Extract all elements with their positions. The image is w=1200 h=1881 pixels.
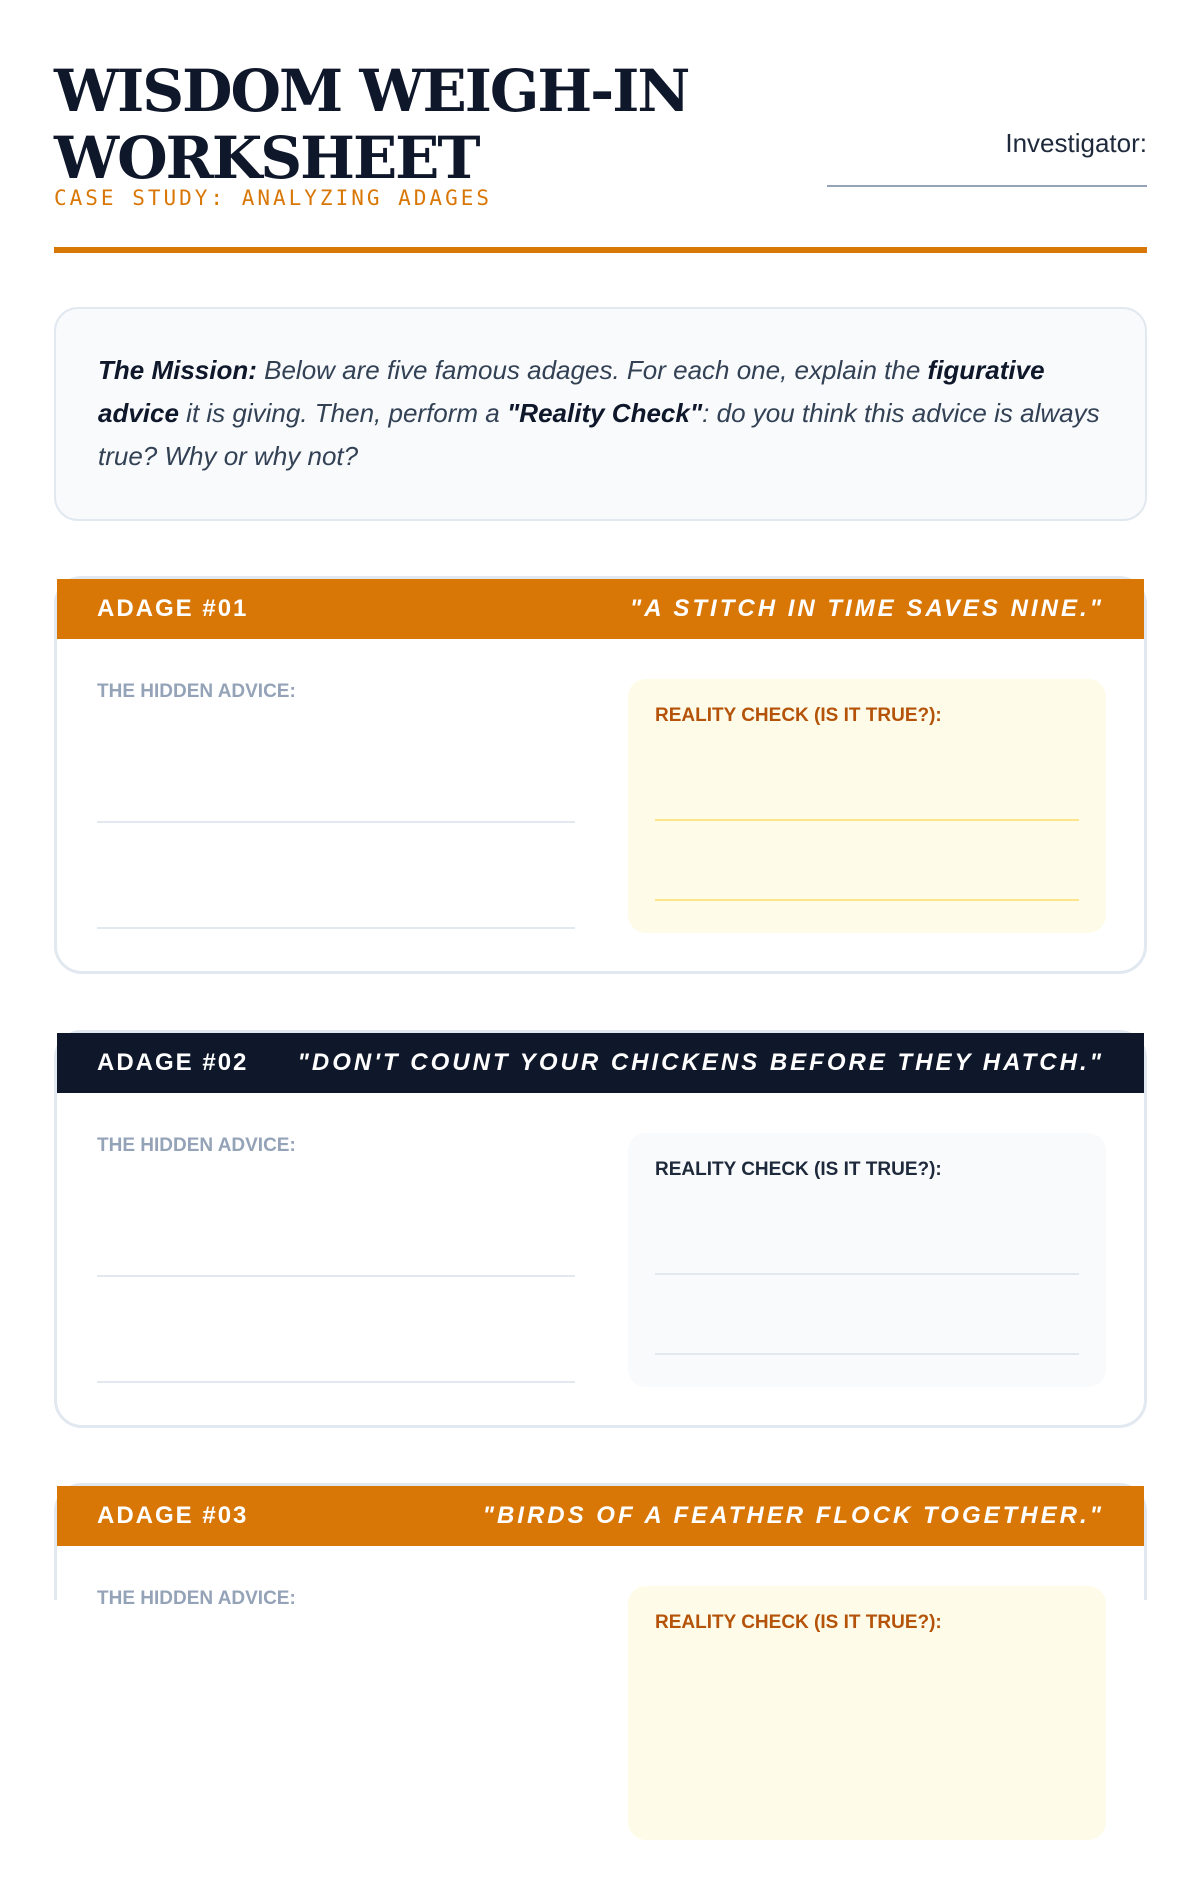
investigator-input-line[interactable]: [827, 185, 1147, 187]
title-line-1: WISDOM WEIGH-IN: [54, 57, 689, 125]
adage-quote: "BIRDS OF A FEATHER FLOCK TOGETHER.": [482, 1502, 1104, 1529]
reality-check-label: REALITY CHECK (IS IT TRUE?):: [655, 1612, 942, 1633]
investigator-label: Investigator:: [1005, 128, 1147, 158]
investigator-field[interactable]: [827, 128, 1147, 187]
subtitle: CASE STUDY: ANALYZING ADAGES: [54, 186, 493, 210]
mission-text-2: it is giving. Then, perform a: [178, 398, 507, 428]
header-divider: [54, 247, 1147, 253]
mission-bold-2: "Reality Check": [506, 398, 703, 428]
mission-box: [54, 307, 1147, 521]
adage-card-2: [54, 1030, 1147, 1428]
adage-header: [57, 579, 1144, 639]
mission-bold-1: figurative advice: [98, 355, 1045, 428]
mission-lead: The Mission:: [98, 355, 257, 385]
reality-check-box: [628, 1586, 1106, 1840]
adage-number: ADAGE #02: [97, 1049, 249, 1076]
adage-number: ADAGE #03: [97, 1502, 249, 1529]
reality-check-label: REALITY CHECK (IS IT TRUE?):: [655, 1159, 942, 1180]
reality-check-box: [628, 679, 1106, 933]
adage-number: ADAGE #01: [97, 595, 249, 622]
hidden-advice-label: THE HIDDEN ADVICE:: [97, 1588, 296, 1609]
reality-check-line[interactable]: [655, 819, 1079, 821]
mission-text: [98, 349, 1103, 478]
mission-text-1: Below are five famous adages. For each one, explain the: [256, 355, 928, 385]
reality-check-label: REALITY CHECK (IS IT TRUE?):: [655, 705, 942, 726]
title-line-2: WORKSHEET: [54, 124, 479, 192]
mission-text-3: : do you think this advice is always true? Why or why not?: [98, 398, 1100, 471]
adage-body: [57, 1546, 1144, 1881]
hidden-advice-line[interactable]: [97, 1381, 575, 1383]
hidden-advice-label: THE HIDDEN ADVICE:: [97, 681, 296, 702]
adage-body: [57, 1093, 1144, 1428]
hidden-advice-line[interactable]: [97, 1275, 575, 1277]
reality-check-line[interactable]: [655, 899, 1079, 901]
adage-body: [57, 639, 1144, 974]
reality-check-line[interactable]: [655, 1273, 1079, 1275]
adage-card-3: [54, 1483, 1147, 1633]
adage-card-1: [54, 576, 1147, 974]
hidden-advice-line[interactable]: [97, 927, 575, 929]
hidden-advice-line[interactable]: [97, 821, 575, 823]
reality-check-line[interactable]: [655, 1353, 1079, 1355]
adage-header: [57, 1486, 1144, 1546]
reality-check-box: [628, 1133, 1106, 1387]
adage-quote: "A STITCH IN TIME SAVES NINE.": [629, 595, 1104, 622]
adage-quote: "DON'T COUNT YOUR CHICKENS BEFORE THEY HATCH.": [297, 1049, 1104, 1076]
hidden-advice-label: THE HIDDEN ADVICE:: [97, 1135, 296, 1156]
adage-header: [57, 1033, 1144, 1093]
worksheet-header: [54, 58, 1147, 254]
